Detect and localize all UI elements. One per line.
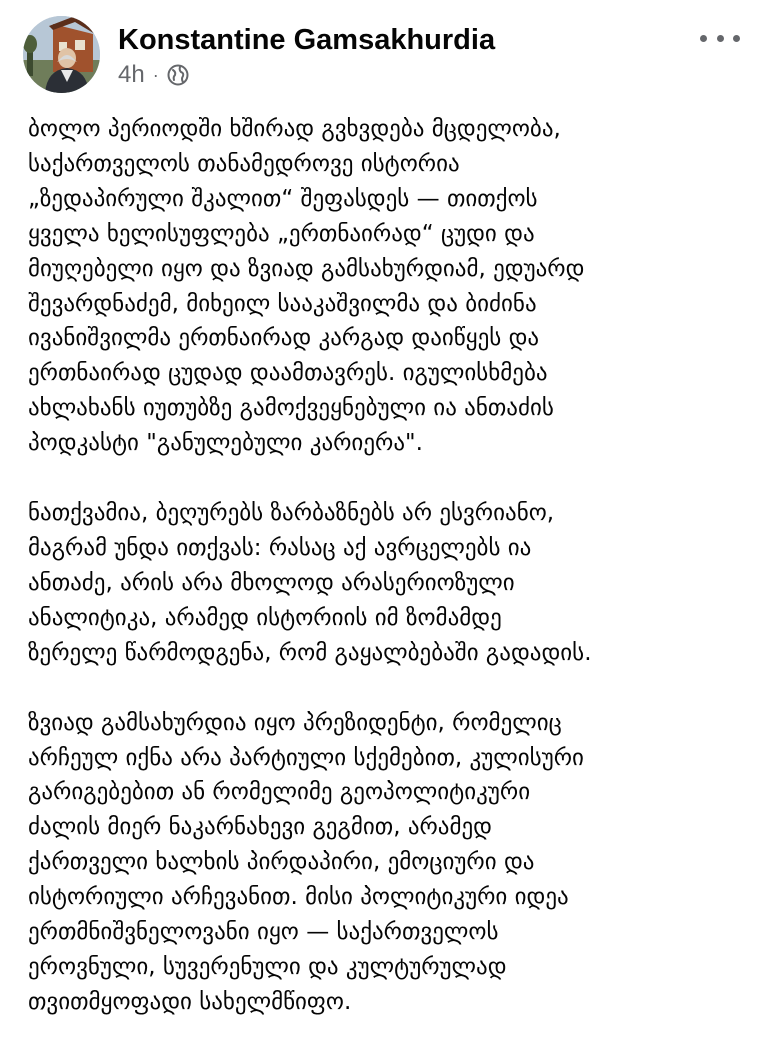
author-name[interactable]: Konstantine Gamsakhurdia — [118, 24, 496, 56]
post-paragraph-2: ნათქვამია, ბეღურებს ზარბაზნებს არ ესვრიანო, მაგრამ უნდა ითქვას: რასაც აქ ავრცელებს ია ანთაძე, არის არა მხოლოდ არასერიოზული ანალიტიკა, არამედ ისტორიის იმ ზომამდე ზერელე წარმოდგენა, რომ გაყალბებაში გადადის. — [28, 500, 592, 666]
timestamp[interactable]: 4h — [118, 61, 145, 88]
post-paragraph-1: ბოლო პერიოდში ხშირად გვხვდება მცდელობა, საქართველოს თანამედროვე ისტორია „ზედაპირული შკალით“ შეფასდეს — თითქოს ყველა ხელისუფლება „ერთნაირად“ ცუდი და მიუღებელი იყო და ზვიად გამსახურდიამ, ედუარდ შევარდნაძემ, მიხეილ სააკაშვილმა და ბიძინა ივანიშვილმა ერთნაირად კარგად დაიწყეს და ერთნაირად ცუდად დაამთავრეს. იგულისხმება ახლახანს იუთუბზე გამოქვეყნებული ია ანთაძის პოდკასტი "განულებული კარიერა". — [28, 116, 585, 457]
more-options-icon — [700, 35, 707, 42]
globe-icon[interactable] — [167, 64, 189, 86]
post-header — [0, 0, 763, 100]
post-paragraph-3: ზვიად გამსახურდია იყო პრეზიდენტი, რომელიც არჩეულ იქნა არა პარტიული სქემებით, კულისური გარიგებებით ან რომელიმე გეოპოლიტიკური ძალის მიერ ნაკარნახევი გეგმით, არამედ ქართველი ხალხის პირდაპირი, ემოციური და ისტორიული არჩევანით. მისი პოლიტიკური იდეა ერთმნიშვნელოვანი იყო — საქართველოს ეროვნული, სუვერენული და კულტურულად თვითმყოფადი სახელმწიფო. — [28, 709, 584, 1015]
meta-separator: · — [152, 64, 159, 85]
profile-photo — [23, 16, 100, 93]
avatar[interactable] — [23, 16, 100, 93]
more-options-icon-dot — [717, 35, 724, 42]
post-meta — [118, 60, 189, 90]
post-text — [28, 112, 740, 1055]
more-options-button[interactable] — [700, 26, 740, 50]
more-options-icon-dot — [733, 35, 740, 42]
